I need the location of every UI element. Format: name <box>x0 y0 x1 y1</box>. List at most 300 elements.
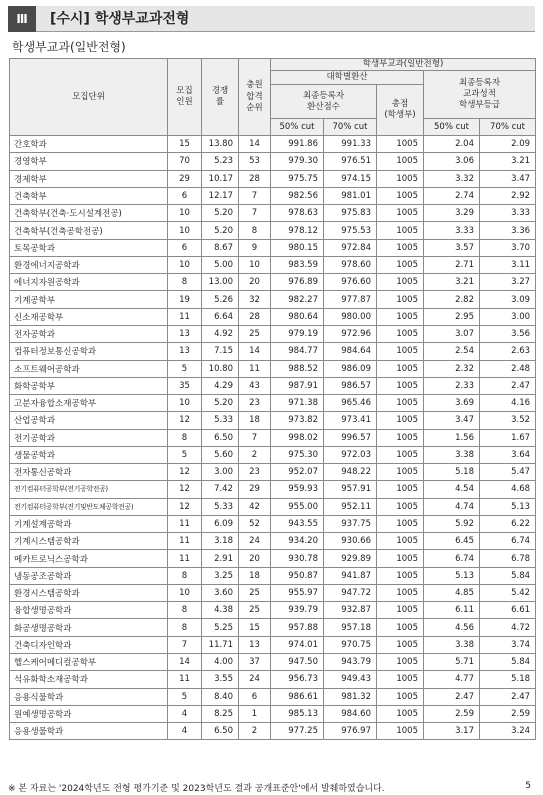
extra-rank-cell: 13 <box>239 636 271 653</box>
competition-cell: 3.18 <box>202 533 239 550</box>
converted-cut50-cell: 930.78 <box>271 550 324 567</box>
total-score-cell: 1005 <box>377 205 424 222</box>
converted-cut70-cell: 948.22 <box>324 464 377 481</box>
competition-cell: 6.50 <box>202 429 239 446</box>
total-score-cell: 1005 <box>377 481 424 498</box>
table-row <box>10 256 536 273</box>
extra-rank-cell: 18 <box>239 567 271 584</box>
grade-cut50-cell: 2.74 <box>424 187 480 204</box>
unit-name-cell: 건축학부 <box>10 187 168 204</box>
converted-cut70-cell: 986.09 <box>324 360 377 377</box>
competition-cell: 3.60 <box>202 584 239 601</box>
unit-name-cell: 전기컴퓨터공학부(전기및반도체공학전공) <box>10 498 168 515</box>
total-score-cell: 1005 <box>377 515 424 532</box>
converted-cut50-cell: 947.50 <box>271 654 324 671</box>
total-score-cell: 1005 <box>377 723 424 740</box>
converted-cut70-cell: 972.03 <box>324 446 377 463</box>
grade-cut50-cell: 5.92 <box>424 515 480 532</box>
header-recruit: 모집 인원 <box>168 59 202 136</box>
grade-cut70-cell: 3.33 <box>480 205 536 222</box>
table-row <box>10 222 536 239</box>
extra-rank-cell: 37 <box>239 654 271 671</box>
extra-rank-cell: 7 <box>239 205 271 222</box>
table-row <box>10 515 536 532</box>
grade-cut70-cell: 3.09 <box>480 291 536 308</box>
grade-cut70-cell: 3.24 <box>480 723 536 740</box>
converted-cut50-cell: 975.75 <box>271 170 324 187</box>
unit-name-cell: 경영학부 <box>10 153 168 170</box>
recruit-cell: 70 <box>168 153 202 170</box>
grade-cut70-cell: 2.59 <box>480 705 536 722</box>
grade-cut50-cell: 2.71 <box>424 256 480 273</box>
converted-cut70-cell: 957.18 <box>324 619 377 636</box>
unit-name-cell: 응용생물학과 <box>10 723 168 740</box>
unit-name-cell: 경제학부 <box>10 170 168 187</box>
competition-cell: 4.29 <box>202 377 239 394</box>
table-row <box>10 671 536 688</box>
total-score-cell: 1005 <box>377 567 424 584</box>
grade-cut70-cell: 5.84 <box>480 567 536 584</box>
grade-cut50-cell: 3.38 <box>424 446 480 463</box>
grade-cut50-cell: 3.38 <box>424 636 480 653</box>
header-competition: 경쟁 률 <box>202 59 239 136</box>
converted-cut70-cell: 975.83 <box>324 205 377 222</box>
grade-cut70-cell: 3.74 <box>480 636 536 653</box>
extra-rank-cell: 24 <box>239 533 271 550</box>
total-score-cell: 1005 <box>377 395 424 412</box>
extra-rank-cell: 7 <box>239 429 271 446</box>
competition-cell: 7.42 <box>202 481 239 498</box>
grade-cut70-cell: 3.21 <box>480 153 536 170</box>
unit-name-cell: 신소재공학부 <box>10 308 168 325</box>
total-score-cell: 1005 <box>377 187 424 204</box>
total-score-cell: 1005 <box>377 239 424 256</box>
grade-cut50-cell: 3.07 <box>424 325 480 342</box>
competition-cell: 5.20 <box>202 222 239 239</box>
converted-cut70-cell: 932.87 <box>324 602 377 619</box>
competition-cell: 5.33 <box>202 498 239 515</box>
converted-cut70-cell: 980.00 <box>324 308 377 325</box>
competition-cell: 5.00 <box>202 256 239 273</box>
converted-cut70-cell: 991.33 <box>324 136 377 153</box>
recruit-cell: 13 <box>168 343 202 360</box>
unit-name-cell: 기계설계공학과 <box>10 515 168 532</box>
total-score-cell: 1005 <box>377 325 424 342</box>
recruit-cell: 10 <box>168 205 202 222</box>
converted-cut70-cell: 929.89 <box>324 550 377 567</box>
grade-cut50-cell: 4.56 <box>424 619 480 636</box>
grade-cut70-cell: 6.74 <box>480 533 536 550</box>
page-number: 5 <box>525 781 531 791</box>
grade-cut50-cell: 2.32 <box>424 360 480 377</box>
extra-rank-cell: 52 <box>239 515 271 532</box>
grade-cut70-cell: 6.61 <box>480 602 536 619</box>
grade-cut70-cell: 2.47 <box>480 377 536 394</box>
total-score-cell: 1005 <box>377 170 424 187</box>
header-total: 총점 (학생부) <box>377 85 424 136</box>
total-score-cell: 1005 <box>377 550 424 567</box>
table-row <box>10 481 536 498</box>
table-row <box>10 274 536 291</box>
grade-cut50-cell: 2.33 <box>424 377 480 394</box>
converted-cut70-cell: 952.11 <box>324 498 377 515</box>
converted-cut50-cell: 991.86 <box>271 136 324 153</box>
recruit-cell: 8 <box>168 567 202 584</box>
converted-cut70-cell: 930.66 <box>324 533 377 550</box>
grade-cut50-cell: 3.33 <box>424 222 480 239</box>
grade-cut70-cell: 4.72 <box>480 619 536 636</box>
converted-cut70-cell: 984.64 <box>324 343 377 360</box>
section-number-badge: Ⅲ <box>8 6 36 32</box>
extra-rank-cell: 2 <box>239 723 271 740</box>
extra-rank-cell: 2 <box>239 446 271 463</box>
recruit-cell: 10 <box>168 256 202 273</box>
recruit-cell: 29 <box>168 170 202 187</box>
table-row <box>10 343 536 360</box>
grade-cut70-cell: 5.84 <box>480 654 536 671</box>
table-row <box>10 395 536 412</box>
total-score-cell: 1005 <box>377 705 424 722</box>
total-score-cell: 1005 <box>377 498 424 515</box>
grade-cut50-cell: 3.29 <box>424 205 480 222</box>
recruit-cell: 15 <box>168 136 202 153</box>
recruit-cell: 4 <box>168 705 202 722</box>
recruit-cell: 6 <box>168 187 202 204</box>
extra-rank-cell: 25 <box>239 584 271 601</box>
competition-cell: 3.25 <box>202 567 239 584</box>
total-score-cell: 1005 <box>377 688 424 705</box>
grade-cut70-cell: 5.13 <box>480 498 536 515</box>
converted-cut70-cell: 937.75 <box>324 515 377 532</box>
grade-cut50-cell: 2.59 <box>424 705 480 722</box>
converted-cut70-cell: 975.53 <box>324 222 377 239</box>
unit-name-cell: 환경시스템공학과 <box>10 584 168 601</box>
unit-name-cell: 산업공학과 <box>10 412 168 429</box>
grade-cut70-cell: 4.68 <box>480 481 536 498</box>
grade-cut70-cell: 2.63 <box>480 343 536 360</box>
recruit-cell: 7 <box>168 636 202 653</box>
grade-cut50-cell: 5.71 <box>424 654 480 671</box>
admission-results-table <box>9 58 536 740</box>
competition-cell: 5.60 <box>202 446 239 463</box>
unit-name-cell: 환경에너지공학과 <box>10 256 168 273</box>
table-row <box>10 136 536 153</box>
grade-cut70-cell: 3.52 <box>480 412 536 429</box>
recruit-cell: 19 <box>168 291 202 308</box>
total-score-cell: 1005 <box>377 360 424 377</box>
unit-name-cell: 화학공학부 <box>10 377 168 394</box>
competition-cell: 5.26 <box>202 291 239 308</box>
competition-cell: 10.17 <box>202 170 239 187</box>
grade-cut50-cell: 3.57 <box>424 239 480 256</box>
table-row <box>10 446 536 463</box>
table-body <box>10 136 536 740</box>
competition-cell: 8.25 <box>202 705 239 722</box>
converted-cut50-cell: 975.30 <box>271 446 324 463</box>
recruit-cell: 8 <box>168 429 202 446</box>
converted-cut50-cell: 943.55 <box>271 515 324 532</box>
recruit-cell: 5 <box>168 688 202 705</box>
grade-cut50-cell: 3.69 <box>424 395 480 412</box>
header-cut70: 70% cut <box>324 119 377 136</box>
recruit-cell: 10 <box>168 222 202 239</box>
converted-cut50-cell: 982.56 <box>271 187 324 204</box>
recruit-cell: 12 <box>168 498 202 515</box>
table-row <box>10 170 536 187</box>
unit-name-cell: 건축학부(건축·도시설계전공) <box>10 205 168 222</box>
converted-cut70-cell: 943.79 <box>324 654 377 671</box>
grade-cut70-cell: 3.70 <box>480 239 536 256</box>
competition-cell: 6.09 <box>202 515 239 532</box>
converted-cut50-cell: 959.93 <box>271 481 324 498</box>
competition-cell: 11.71 <box>202 636 239 653</box>
extra-rank-cell: 15 <box>239 619 271 636</box>
table-row <box>10 688 536 705</box>
converted-cut70-cell: 970.75 <box>324 636 377 653</box>
total-score-cell: 1005 <box>377 636 424 653</box>
table-row <box>10 723 536 740</box>
recruit-cell: 11 <box>168 550 202 567</box>
converted-cut50-cell: 978.63 <box>271 205 324 222</box>
total-score-cell: 1005 <box>377 222 424 239</box>
total-score-cell: 1005 <box>377 671 424 688</box>
section-header <box>8 6 535 32</box>
converted-cut70-cell: 978.60 <box>324 256 377 273</box>
total-score-cell: 1005 <box>377 584 424 601</box>
extra-rank-cell: 11 <box>239 360 271 377</box>
footnote: ※ 본 자료는 '2024학년도 전형 평가기준 및 2023학년도 결과 공개표준안'에서 발췌하였습니다. <box>8 784 385 794</box>
table-row <box>10 705 536 722</box>
converted-cut50-cell: 950.87 <box>271 567 324 584</box>
table-row <box>10 377 536 394</box>
converted-cut70-cell: 972.84 <box>324 239 377 256</box>
converted-cut50-cell: 956.73 <box>271 671 324 688</box>
header-extra-rank: 충원 합격 순위 <box>239 59 271 136</box>
header-grade-cut70: 70% cut <box>480 119 536 136</box>
header-cut50: 50% cut <box>271 119 324 136</box>
converted-cut50-cell: 955.97 <box>271 584 324 601</box>
recruit-cell: 10 <box>168 584 202 601</box>
extra-rank-cell: 20 <box>239 274 271 291</box>
total-score-cell: 1005 <box>377 343 424 360</box>
extra-rank-cell: 14 <box>239 136 271 153</box>
extra-rank-cell: 23 <box>239 395 271 412</box>
converted-cut50-cell: 980.64 <box>271 308 324 325</box>
extra-rank-cell: 9 <box>239 239 271 256</box>
recruit-cell: 6 <box>168 239 202 256</box>
converted-cut70-cell: 976.51 <box>324 153 377 170</box>
converted-cut50-cell: 998.02 <box>271 429 324 446</box>
table-row <box>10 550 536 567</box>
unit-name-cell: 융합생명공학과 <box>10 602 168 619</box>
competition-cell: 6.64 <box>202 308 239 325</box>
grade-cut50-cell: 5.18 <box>424 464 480 481</box>
converted-cut50-cell: 986.61 <box>271 688 324 705</box>
grade-cut70-cell: 2.09 <box>480 136 536 153</box>
grade-cut50-cell: 6.74 <box>424 550 480 567</box>
converted-cut50-cell: 976.89 <box>271 274 324 291</box>
header-group: 학생부교과(일반전형) <box>271 59 536 71</box>
unit-name-cell: 메카트로닉스공학과 <box>10 550 168 567</box>
recruit-cell: 12 <box>168 464 202 481</box>
converted-cut70-cell: 947.72 <box>324 584 377 601</box>
grade-cut70-cell: 3.27 <box>480 274 536 291</box>
unit-name-cell: 기계공학부 <box>10 291 168 308</box>
grade-cut50-cell: 3.06 <box>424 153 480 170</box>
converted-cut70-cell: 949.43 <box>324 671 377 688</box>
total-score-cell: 1005 <box>377 308 424 325</box>
competition-cell: 7.15 <box>202 343 239 360</box>
converted-cut70-cell: 976.60 <box>324 274 377 291</box>
extra-rank-cell: 14 <box>239 343 271 360</box>
grade-cut50-cell: 2.95 <box>424 308 480 325</box>
grade-cut50-cell: 2.04 <box>424 136 480 153</box>
extra-rank-cell: 10 <box>239 256 271 273</box>
grade-cut50-cell: 4.85 <box>424 584 480 601</box>
table-row <box>10 602 536 619</box>
competition-cell: 8.40 <box>202 688 239 705</box>
grade-cut70-cell: 2.92 <box>480 187 536 204</box>
total-score-cell: 1005 <box>377 464 424 481</box>
grade-cut50-cell: 3.32 <box>424 170 480 187</box>
total-score-cell: 1005 <box>377 153 424 170</box>
competition-cell: 10.80 <box>202 360 239 377</box>
total-score-cell: 1005 <box>377 429 424 446</box>
table-row <box>10 360 536 377</box>
recruit-cell: 12 <box>168 481 202 498</box>
total-score-cell: 1005 <box>377 291 424 308</box>
recruit-cell: 11 <box>168 533 202 550</box>
competition-cell: 3.00 <box>202 464 239 481</box>
unit-name-cell: 생물공학과 <box>10 446 168 463</box>
unit-name-cell: 컴퓨터정보통신공학과 <box>10 343 168 360</box>
unit-name-cell: 헬스케어메디컬공학부 <box>10 654 168 671</box>
table-row <box>10 308 536 325</box>
grade-cut50-cell: 2.82 <box>424 291 480 308</box>
grade-cut70-cell: 3.11 <box>480 256 536 273</box>
unit-name-cell: 건축디자인학과 <box>10 636 168 653</box>
grade-cut70-cell: 5.18 <box>480 671 536 688</box>
competition-cell: 8.67 <box>202 239 239 256</box>
competition-cell: 12.17 <box>202 187 239 204</box>
unit-name-cell: 응용식물학과 <box>10 688 168 705</box>
grade-cut50-cell: 3.21 <box>424 274 480 291</box>
recruit-cell: 8 <box>168 602 202 619</box>
converted-cut70-cell: 974.15 <box>324 170 377 187</box>
competition-cell: 4.00 <box>202 654 239 671</box>
grade-cut50-cell: 1.56 <box>424 429 480 446</box>
extra-rank-cell: 42 <box>239 498 271 515</box>
page-subtitle: 학생부교과(일반전형) <box>12 40 126 54</box>
extra-rank-cell: 43 <box>239 377 271 394</box>
extra-rank-cell: 25 <box>239 602 271 619</box>
total-score-cell: 1005 <box>377 256 424 273</box>
extra-rank-cell: 6 <box>239 688 271 705</box>
extra-rank-cell: 20 <box>239 550 271 567</box>
converted-cut50-cell: 979.19 <box>271 325 324 342</box>
unit-name-cell: 전기컴퓨터공학부(전기공학전공) <box>10 481 168 498</box>
table-row <box>10 205 536 222</box>
table-row <box>10 464 536 481</box>
grade-cut70-cell: 5.42 <box>480 584 536 601</box>
grade-cut70-cell: 2.47 <box>480 688 536 705</box>
converted-cut70-cell: 965.46 <box>324 395 377 412</box>
converted-cut50-cell: 955.00 <box>271 498 324 515</box>
recruit-cell: 5 <box>168 446 202 463</box>
grade-cut50-cell: 4.54 <box>424 481 480 498</box>
header-final-converted: 최종등록자 환산점수 <box>271 85 377 119</box>
extra-rank-cell: 18 <box>239 412 271 429</box>
recruit-cell: 10 <box>168 395 202 412</box>
converted-cut70-cell: 973.41 <box>324 412 377 429</box>
converted-cut50-cell: 957.88 <box>271 619 324 636</box>
converted-cut50-cell: 985.13 <box>271 705 324 722</box>
converted-cut50-cell: 934.20 <box>271 533 324 550</box>
section-title: [수시] 학생부교과전형 <box>50 11 190 27</box>
recruit-cell: 4 <box>168 723 202 740</box>
total-score-cell: 1005 <box>377 619 424 636</box>
converted-cut70-cell: 977.87 <box>324 291 377 308</box>
competition-cell: 3.55 <box>202 671 239 688</box>
extra-rank-cell: 28 <box>239 308 271 325</box>
competition-cell: 5.20 <box>202 395 239 412</box>
unit-name-cell: 기계시스템공학과 <box>10 533 168 550</box>
competition-cell: 6.50 <box>202 723 239 740</box>
unit-name-cell: 전기공학과 <box>10 429 168 446</box>
grade-cut70-cell: 3.00 <box>480 308 536 325</box>
table-row <box>10 533 536 550</box>
unit-name-cell: 소프트웨어공학과 <box>10 360 168 377</box>
total-score-cell: 1005 <box>377 274 424 291</box>
extra-rank-cell: 32 <box>239 291 271 308</box>
table-row <box>10 498 536 515</box>
converted-cut70-cell: 981.01 <box>324 187 377 204</box>
converted-cut50-cell: 977.25 <box>271 723 324 740</box>
recruit-cell: 5 <box>168 360 202 377</box>
recruit-cell: 11 <box>168 308 202 325</box>
grade-cut50-cell: 4.74 <box>424 498 480 515</box>
extra-rank-cell: 24 <box>239 671 271 688</box>
grade-cut50-cell: 3.17 <box>424 723 480 740</box>
table-row <box>10 636 536 653</box>
competition-cell: 2.91 <box>202 550 239 567</box>
grade-cut70-cell: 6.78 <box>480 550 536 567</box>
converted-cut50-cell: 952.07 <box>271 464 324 481</box>
grade-cut70-cell: 3.36 <box>480 222 536 239</box>
total-score-cell: 1005 <box>377 136 424 153</box>
unit-name-cell: 냉동공조공학과 <box>10 567 168 584</box>
unit-name-cell: 전자통신공학과 <box>10 464 168 481</box>
grade-cut70-cell: 3.64 <box>480 446 536 463</box>
converted-cut70-cell: 957.91 <box>324 481 377 498</box>
table-row <box>10 239 536 256</box>
table-row <box>10 153 536 170</box>
converted-cut50-cell: 983.59 <box>271 256 324 273</box>
total-score-cell: 1005 <box>377 412 424 429</box>
unit-name-cell: 간호학과 <box>10 136 168 153</box>
recruit-cell: 8 <box>168 619 202 636</box>
extra-rank-cell: 53 <box>239 153 271 170</box>
recruit-cell: 13 <box>168 325 202 342</box>
total-score-cell: 1005 <box>377 446 424 463</box>
table-row <box>10 291 536 308</box>
grade-cut70-cell: 6.22 <box>480 515 536 532</box>
unit-name-cell: 화공생명공학과 <box>10 619 168 636</box>
unit-name-cell: 토목공학과 <box>10 239 168 256</box>
converted-cut50-cell: 987.91 <box>271 377 324 394</box>
unit-name-cell: 원예생명공학과 <box>10 705 168 722</box>
grade-cut50-cell: 3.47 <box>424 412 480 429</box>
